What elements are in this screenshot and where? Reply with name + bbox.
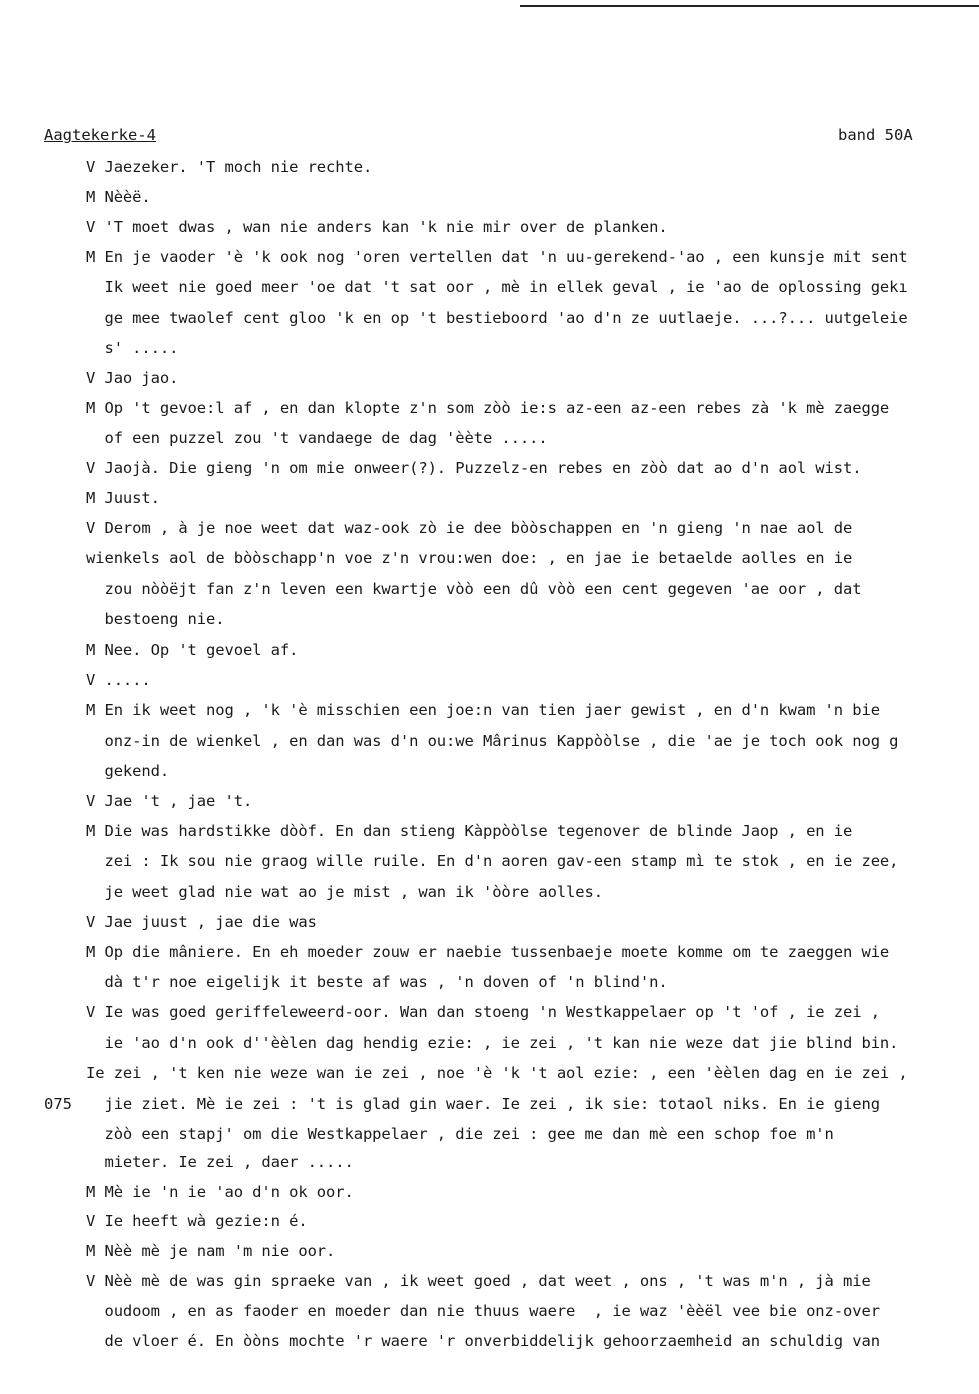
transcript-line: Ik weet nie goed meer 'oe dat 't sat oor , mè in ellek geval , ie 'ao de oplossing gekı (86, 278, 908, 296)
transcript-line: V Derom , à je noe weet dat waz-ook zò ie dee bòòschappen en 'n gieng 'n nae aol de (86, 519, 853, 537)
transcript-line: of een puzzel zou 't vandaege de dag 'èète ..... (86, 429, 548, 447)
transcript-line: gekend. (86, 762, 170, 780)
transcript-line: V ..... (86, 671, 151, 689)
transcript-line: V Nèè mè de was gin spraeke van , ik weet goed , dat weet , ons , 't was m'n , jà mie (86, 1272, 871, 1290)
transcript-line: V Jaezeker. 'T moch nie rechte. (86, 158, 373, 176)
transcript-line: dà t'r noe eigelijk it beste af was , 'n doven of 'n blind'n. (86, 973, 668, 991)
transcript-line: M Op 't gevoe:l af , en dan klopte z'n som zòò ie:s az-een az-een rebes zà 'k mè zaegge (86, 399, 890, 417)
margin-line-number: 075 (44, 1095, 72, 1113)
transcript-line: zòò een stapj' om die Westkappelaer , die zei : gee me dan mè een schop foe m'n (86, 1125, 834, 1143)
transcript-line: M Mè ie 'n ie 'ao d'n ok oor. (86, 1183, 354, 1201)
transcript-line: M En je vaoder 'è 'k ook nog 'oren vertellen dat 'n uu-gerekend-'ao , een kunsje mit sent (86, 248, 908, 266)
transcript-line: mieter. Ie zei , daer ..... (86, 1153, 354, 1171)
transcript-line: M Nee. Op 't gevoel af. (86, 641, 299, 659)
transcript-line: V Ie heeft wà gezie:n é. (86, 1212, 308, 1230)
transcript-line: V Jao jao. (86, 369, 179, 387)
transcript-line: de vloer é. En òòns mochte 'r waere 'r onverbiddelijk gehoorzaemheid an schuldig van (86, 1332, 880, 1350)
transcript-line: bestoeng nie. (86, 610, 225, 628)
transcript-line: V 'T moet dwas , wan nie anders kan 'k nie mir over de planken. (86, 218, 668, 236)
transcript-line: zou nòòëjt fan z'n leven een kwartje vòò een dû vòò een cent gegeven 'ae oor , dat (86, 580, 862, 598)
transcript-line: onz-in de wienkel , en dan was d'n ou:we Mârinus Kappòòlse , die 'ae je toch ook nog g (86, 732, 899, 750)
transcript-line: M En ik weet nog , 'k 'è misschien een joe:n van tien jaer gewist , en d'n kwam 'n bie (86, 701, 880, 719)
transcript-line: ge mee twaolef cent gloo 'k en op 't bestieboord 'ao d'n ze uutlaeje. ...?... uutgeleie (86, 309, 908, 327)
transcript-line: M Nèèë. (86, 188, 151, 206)
top-rule (520, 5, 979, 7)
transcript-line: oudoom , en as faoder en moeder dan nie thuus waere , ie waz 'èèël vee bie onz-over (86, 1302, 880, 1320)
transcript-line: M Juust. (86, 489, 160, 507)
transcript-line: Ie zei , 't ken nie weze wan ie zei , noe 'è 'k 't aol ezie: , een 'èèlen dag en ie zei , (86, 1064, 908, 1082)
transcript-line: jie ziet. Mè ie zei : 't is glad gin waer. Ie zei , ik sie: totaol niks. En ie gieng (86, 1095, 880, 1113)
transcript-line: V Ie was goed geriffeleweerd-oor. Wan dan stoeng 'n Westkappelaer op 't 'of , ie zei , (86, 1003, 880, 1021)
transcript-line: wienkels aol de bòòschapp'n voe z'n vrou:wen doe: , en jae ie betaelde aolles en ie (86, 549, 853, 567)
transcript-line: V Jae juust , jae die was (86, 913, 317, 931)
transcript-line: ie 'ao d'n ook d''èèlen dag hendig ezie: , ie zei , 't kan nie weze dat jie blind bin. (86, 1034, 899, 1052)
transcript-line: M Nèè mè je nam 'm nie oor. (86, 1242, 336, 1260)
transcript-line: V Jae 't , jae 't. (86, 792, 253, 810)
transcript-line: V Jaojà. Die gieng 'n om mie onweer(?). Puzzelz-en rebes en zòò dat ao d'n aol wist. (86, 459, 862, 477)
transcript-line: M Die was hardstikke dòòf. En dan stieng Kàppòòlse tegenover de blinde Jaop , en ie (86, 822, 853, 840)
band-label: band 50A (838, 126, 913, 144)
transcript-line: s' ..... (86, 339, 179, 357)
transcript-line: je weet glad nie wat ao je mist , wan ik 'òòre aolles. (86, 883, 603, 901)
transcript-line: M Op die mâniere. En eh moeder zouw er naebie tussenbaeje moete komme om te zaeggen wie (86, 943, 890, 961)
page-title: Aagtekerke-4 (44, 126, 156, 144)
transcript-line: zei : Ik sou nie graog wille ruile. En d'n aoren gav-een stamp mì te stok , en ie zee, (86, 852, 899, 870)
